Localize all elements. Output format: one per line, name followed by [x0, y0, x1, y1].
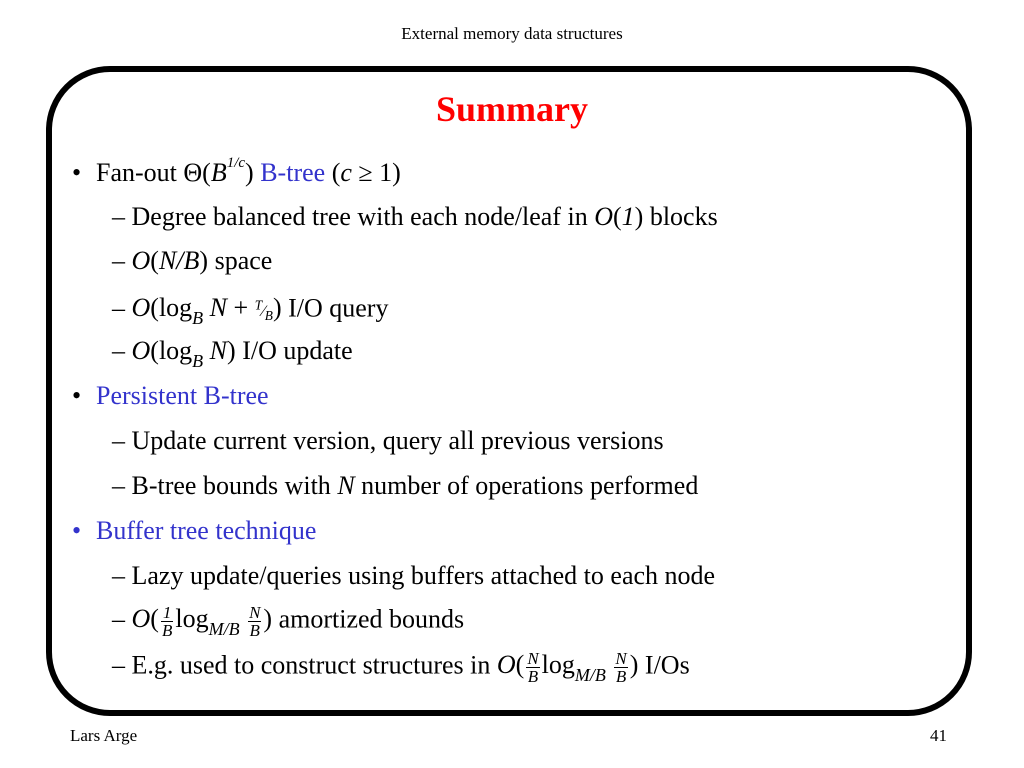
dash: –	[112, 471, 125, 500]
formula-o1: O(1)	[594, 202, 644, 231]
bullet-dot: •	[72, 516, 82, 545]
dash: –	[112, 246, 125, 275]
bullet-fan-out	[72, 155, 401, 192]
dash: –	[112, 336, 125, 365]
bullet-text: Persistent B-tree	[96, 381, 269, 410]
sub-text: amortized bounds	[278, 604, 465, 634]
dash: –	[112, 426, 125, 455]
sub-text: E.g. used to construct structures in	[131, 650, 491, 680]
sub-text-b: number of operations performed	[361, 471, 699, 500]
formula-update: $O(\log_B$ N)	[131, 336, 236, 371]
sub-bullet-eg-construct	[112, 650, 690, 685]
sub-bullet-btree-bounds	[112, 471, 698, 501]
formula-theta: $\Theta(B^{1/c})$	[176, 155, 254, 187]
formula-condition: (c ≥ 1)	[331, 158, 401, 187]
dash: –	[112, 293, 125, 323]
dash: –	[112, 650, 125, 680]
sub-text-a: B-tree bounds with	[131, 471, 331, 500]
bullet-buffer-tree	[72, 516, 316, 546]
sub-text: Update current version, query all previous versions	[131, 426, 664, 455]
formula-amortized: O( $\frac{1}{B}$ $\log_{M/B}$ $\frac{N}{B}$ )	[131, 603, 273, 640]
sub-text-a: Degree balanced tree with each node/leaf in	[131, 202, 588, 231]
slide-header: External memory data structures	[401, 24, 623, 43]
sub-text: I/O update	[242, 336, 353, 365]
sub-text: Lazy update/queries using buffers attached to each node	[131, 561, 716, 590]
dash: –	[112, 202, 125, 231]
formula-space: O(N/B)	[131, 246, 209, 275]
sub-bullet-lazy-update	[112, 561, 715, 591]
bullet-text: Buffer tree technique	[96, 516, 317, 545]
sub-text: I/O query	[288, 293, 389, 323]
sub-bullet-degree-balanced	[112, 202, 718, 232]
sub-text-b: blocks	[649, 202, 718, 231]
sub-bullet-update	[112, 336, 353, 371]
sub-bullet-update-current	[112, 426, 664, 456]
footer-page-number: 41	[930, 726, 947, 745]
slide-title: Summary	[436, 89, 588, 129]
bullet-dot: •	[72, 381, 82, 410]
dash: –	[112, 561, 125, 590]
sub-bullet-query	[112, 291, 388, 332]
sub-bullet-space	[112, 246, 272, 276]
sub-text: space	[214, 246, 273, 275]
formula-query: $O(\log_B$ $N + ^T⁄_B$)	[131, 293, 282, 329]
sub-bullet-amortized	[112, 604, 464, 639]
sub-text-b: I/Os	[644, 650, 690, 680]
bullet-persistent-btree	[72, 381, 269, 411]
variable-n: N	[337, 471, 355, 500]
dash: –	[112, 604, 125, 634]
footer-author: Lars Arge	[70, 726, 138, 745]
formula-construct: O( $\frac{N}{B}$ $\log_{M/B}$ $\frac{N}{B}$ )	[496, 649, 639, 686]
bullet-text: Fan-out	[96, 158, 177, 187]
bullet-dot: •	[72, 158, 82, 187]
bullet-highlight: B-tree	[260, 158, 326, 187]
